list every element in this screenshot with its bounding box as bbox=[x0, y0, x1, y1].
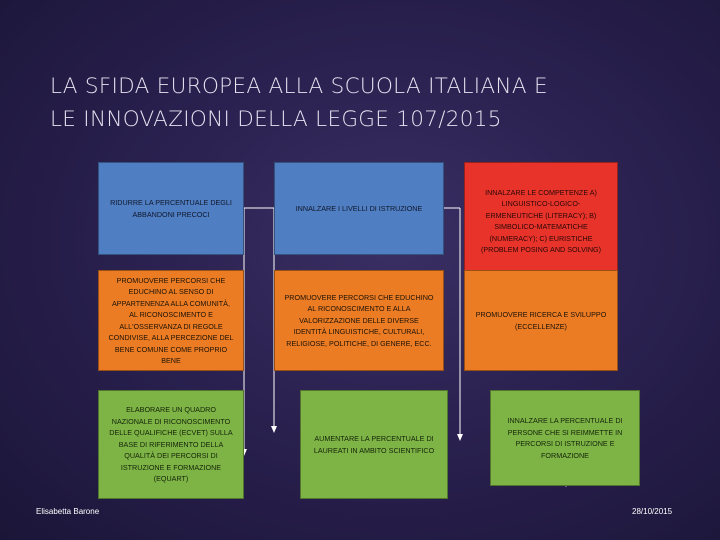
arrowhead-right bbox=[457, 434, 463, 441]
box-innalzare-livelli bbox=[274, 162, 444, 255]
box-percorsi-identita bbox=[274, 270, 444, 371]
arrowhead-middle bbox=[271, 426, 277, 433]
box-innalzare-livelli-text: INNALZARE I LIVELLI DI ISTRUZIONE bbox=[295, 203, 423, 213]
box-laureati-scientifico-text: AUMENTARE LA PERCENTUALE DI LAUREATI IN AMBITO SCIENTIFICO bbox=[313, 434, 435, 455]
box-ridurre-abbandoni-text: RIDURRE LA PERCENTUALE DEGLI ABBANDONI PRECOCI bbox=[110, 198, 232, 219]
box-quadro-nazionale-text: ELABORARE UN QUADRO NAZIONALE DI RICONOSCIMENTO DELLE QUALIFICHE (ECVET) SULLA BASE DI RIFERIMENTO DELLA QUALITÀ DEI PERCORSI DI ISTRUZIONE E FORMAZIONE (EQUART) bbox=[109, 405, 233, 484]
box-reimmette-percorsi-text: INNALZARE LA PERCENTUALE DI PERSONE CHE SI REIMMETTE IN PERCORSI DI ISTRUZIONE E FORMAZIONE bbox=[507, 416, 623, 460]
box-reimmette-percorsi bbox=[490, 390, 640, 486]
footer-author: Elisabetta Barone bbox=[36, 507, 100, 516]
box-laureati-scientifico bbox=[300, 390, 448, 499]
box-ricerca-sviluppo bbox=[464, 270, 618, 371]
slide-title-line-1: LA SFIDA EUROPEA ALLA SCUOLA ITALIANA E bbox=[50, 74, 548, 99]
slide-title-line-2: LE INNOVAZIONI DELLA LEGGE 107/2015 bbox=[50, 107, 502, 132]
box-percorsi-comunita bbox=[98, 270, 244, 371]
box-ridurre-abbandoni bbox=[98, 162, 244, 255]
box-percorsi-identita-text: PROMUOVERE PERCORSI CHE EDUCHINO AL RICONOSCIMENTO E ALLA VALORIZZAZIONE DELLE DIVERSE IDENTITÀ LINGUISTICHE, CULTURALI, RELIGIOSE, POLITICHE, DI GENERE, ECC. bbox=[284, 292, 434, 348]
box-percorsi-comunita-text: PROMUOVERE PERCORSI CHE EDUCHINO AL SENSO DI APPARTENENZA ALLA COMUNITÀ, AL RICONOSCIMENTO E ALL'OSSERVANZA DI REGOLE CONDIVISE, ALLA PERCEZIONE DEL BENE COMUNE COME PROPRIO BENE bbox=[108, 275, 234, 365]
box-quadro-nazionale bbox=[98, 390, 244, 499]
footer-date: 28/10/2015 bbox=[632, 507, 673, 516]
box-ricerca-sviluppo-text: PROMUOVERE RICERCA E SVILUPPO (ECCELLENZE) bbox=[475, 310, 607, 331]
box-innalzare-competenze-text: INNALZARE LE COMPETENZE A) LINGUISTICO-LOGICO-ERMENEUTICHE (LITERACY); B) SIMBOLICO-MATEMATICHE (NUMERACY); C) EURISTICHE (PROBLEM POSING AND SOLVING) bbox=[480, 187, 602, 254]
box-innalzare-competenze bbox=[464, 162, 618, 280]
